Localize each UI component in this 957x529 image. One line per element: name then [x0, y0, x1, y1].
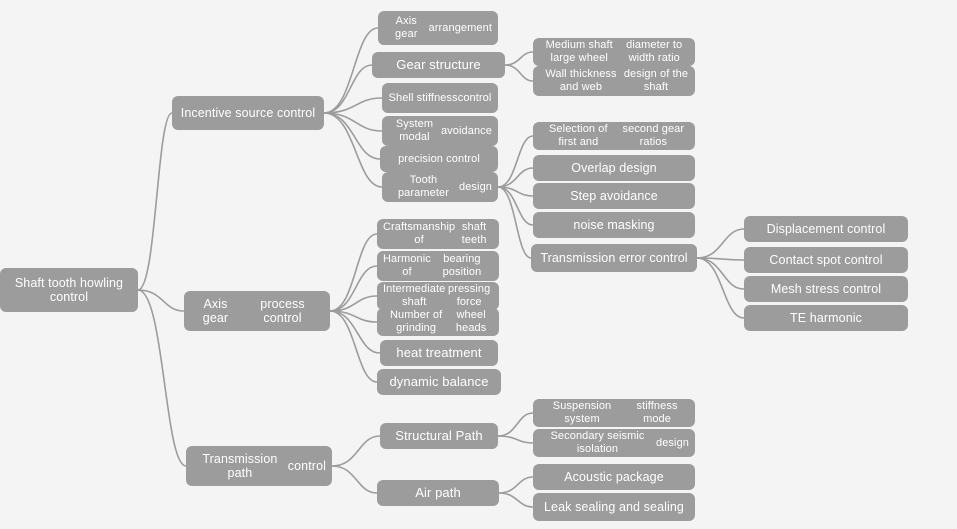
node-label-line: Suspension system	[552, 400, 612, 425]
node-label-line: Selection of first and	[549, 123, 608, 148]
node-label-line: pressing force	[447, 283, 491, 308]
mind-map-node-d3[interactable]	[533, 122, 695, 150]
mind-map-node-c7[interactable]	[377, 219, 499, 249]
node-label-line: Leak sealing and sealing	[543, 499, 684, 514]
connector-b1-to-c6	[324, 113, 382, 187]
mind-map-node-b2[interactable]	[184, 291, 330, 331]
node-label-line: dynamic balance	[389, 373, 489, 389]
node-label-line: Axis gear	[395, 15, 418, 40]
mind-map-node-e3[interactable]	[744, 276, 908, 302]
mind-map-node-c2[interactable]	[372, 52, 505, 78]
mind-map-node-c9[interactable]	[377, 282, 499, 310]
node-label-line: stiffness mode	[636, 400, 678, 425]
mind-map-node-c10[interactable]	[377, 308, 499, 336]
mind-map-node-d8[interactable]	[533, 399, 695, 427]
connector-c2-to-d1	[505, 52, 533, 65]
node-label-line: Overlap design	[571, 160, 657, 175]
mind-map-node-e4[interactable]	[744, 305, 908, 331]
node-label-line: bearing position	[442, 253, 482, 278]
connector-c13-to-d9	[498, 436, 533, 443]
mind-map-node-d5[interactable]	[533, 183, 695, 209]
node-label-line: Acoustic package	[564, 469, 664, 484]
connector-c13-to-d8	[498, 413, 533, 436]
mind-map-node-d4[interactable]	[533, 155, 695, 181]
node-label-line: noise masking	[573, 217, 655, 232]
mind-map-node-e1[interactable]	[744, 216, 908, 242]
mind-map-node-c13[interactable]	[380, 423, 498, 449]
mind-map-node-d7[interactable]	[531, 244, 697, 272]
connector-d7-to-e1	[697, 229, 744, 258]
node-label-line: Transmission error control	[540, 250, 688, 265]
node-label-line: Harmonic of	[383, 253, 431, 278]
node-label-line: Structural Path	[395, 427, 483, 443]
node-label-line: Gear structure	[396, 56, 481, 72]
node-label-line: process control	[260, 296, 305, 325]
mind-map-node-d2[interactable]	[533, 66, 695, 96]
mind-map-node-root[interactable]	[0, 268, 138, 312]
mind-map-node-c11[interactable]	[380, 340, 498, 366]
node-label-line: Intermediate shaft	[383, 283, 446, 308]
mind-map-node-c12[interactable]	[377, 369, 501, 395]
node-label-line: heat treatment	[396, 344, 482, 360]
mind-map-node-d1[interactable]	[533, 38, 695, 66]
mind-map-node-c3[interactable]	[382, 83, 498, 113]
node-label-line: avoidance	[440, 124, 492, 137]
mind-map-node-e2[interactable]	[744, 247, 908, 273]
mind-map-node-b3[interactable]	[186, 446, 332, 486]
connector-b2-to-c7	[330, 234, 377, 311]
connector-c14-to-d11	[499, 493, 533, 507]
node-label-line: Wall thickness and web	[545, 68, 617, 93]
node-label-line: Contact spot control	[769, 252, 883, 267]
node-label-line: Step avoidance	[570, 188, 658, 203]
node-label-line: design	[655, 436, 689, 449]
connector-b1-to-c2	[324, 65, 372, 113]
mind-map-node-d10[interactable]	[533, 464, 695, 490]
node-label-line: Displacement control	[766, 221, 886, 236]
mind-map-node-d9[interactable]	[533, 429, 695, 457]
node-label-line: Axis gear	[202, 296, 229, 325]
node-label-line: System modal	[395, 118, 434, 143]
connector-root-to-b1	[138, 113, 172, 290]
node-label-line: Tooth parameter	[397, 174, 450, 199]
connector-b3-to-c13	[332, 436, 380, 466]
node-label-line: Shaft tooth howling control	[14, 275, 124, 304]
node-label-line: control	[287, 458, 326, 473]
mind-map-node-c1[interactable]	[378, 11, 498, 45]
mind-map-node-c6[interactable]	[382, 172, 498, 202]
node-label-line: Craftsmanship of	[383, 221, 456, 246]
node-label-line: design	[458, 180, 492, 193]
mind-map-node-b1[interactable]	[172, 96, 324, 130]
node-label-line: Shell stiffness	[388, 91, 458, 104]
connector-c2-to-d2	[505, 65, 533, 81]
node-label-line: Secondary seismic isolation	[550, 430, 645, 455]
connector-root-to-b3	[138, 290, 186, 466]
mind-map-node-d11[interactable]	[533, 493, 695, 521]
node-label-line: Mesh stress control	[770, 281, 882, 296]
node-label-line: shaft teeth	[461, 221, 487, 246]
node-label-line: design of the shaft	[623, 68, 689, 93]
node-label-line: Transmission path	[202, 451, 278, 480]
node-label-line: Number of grinding	[390, 309, 443, 334]
node-label-line: TE harmonic	[790, 310, 862, 325]
connector-c6-to-d4	[498, 168, 533, 187]
connector-root-to-b2	[138, 290, 184, 311]
mind-map-node-c5[interactable]	[380, 146, 498, 172]
mind-map-node-d6[interactable]	[533, 212, 695, 238]
mind-map-node-c4[interactable]	[382, 116, 498, 146]
mind-map-node-c14[interactable]	[377, 480, 499, 506]
node-label-line: wheel heads	[455, 309, 487, 334]
node-label-line: Medium shaft large wheel	[545, 39, 613, 64]
mind-map-node-c8[interactable]	[377, 251, 499, 281]
node-label-line: Incentive source control	[180, 105, 316, 120]
node-label-line: second gear ratios	[622, 123, 685, 148]
connector-b3-to-c14	[332, 466, 377, 493]
node-label-line: precision control	[398, 152, 480, 165]
node-label-line: arrangement	[428, 21, 492, 34]
node-label-line: control	[457, 91, 492, 104]
node-label-line: diameter to width ratio	[626, 39, 683, 64]
connector-c14-to-d10	[499, 477, 533, 493]
connector-b1-to-c1	[324, 28, 378, 113]
node-label-line: Air path	[415, 484, 461, 500]
